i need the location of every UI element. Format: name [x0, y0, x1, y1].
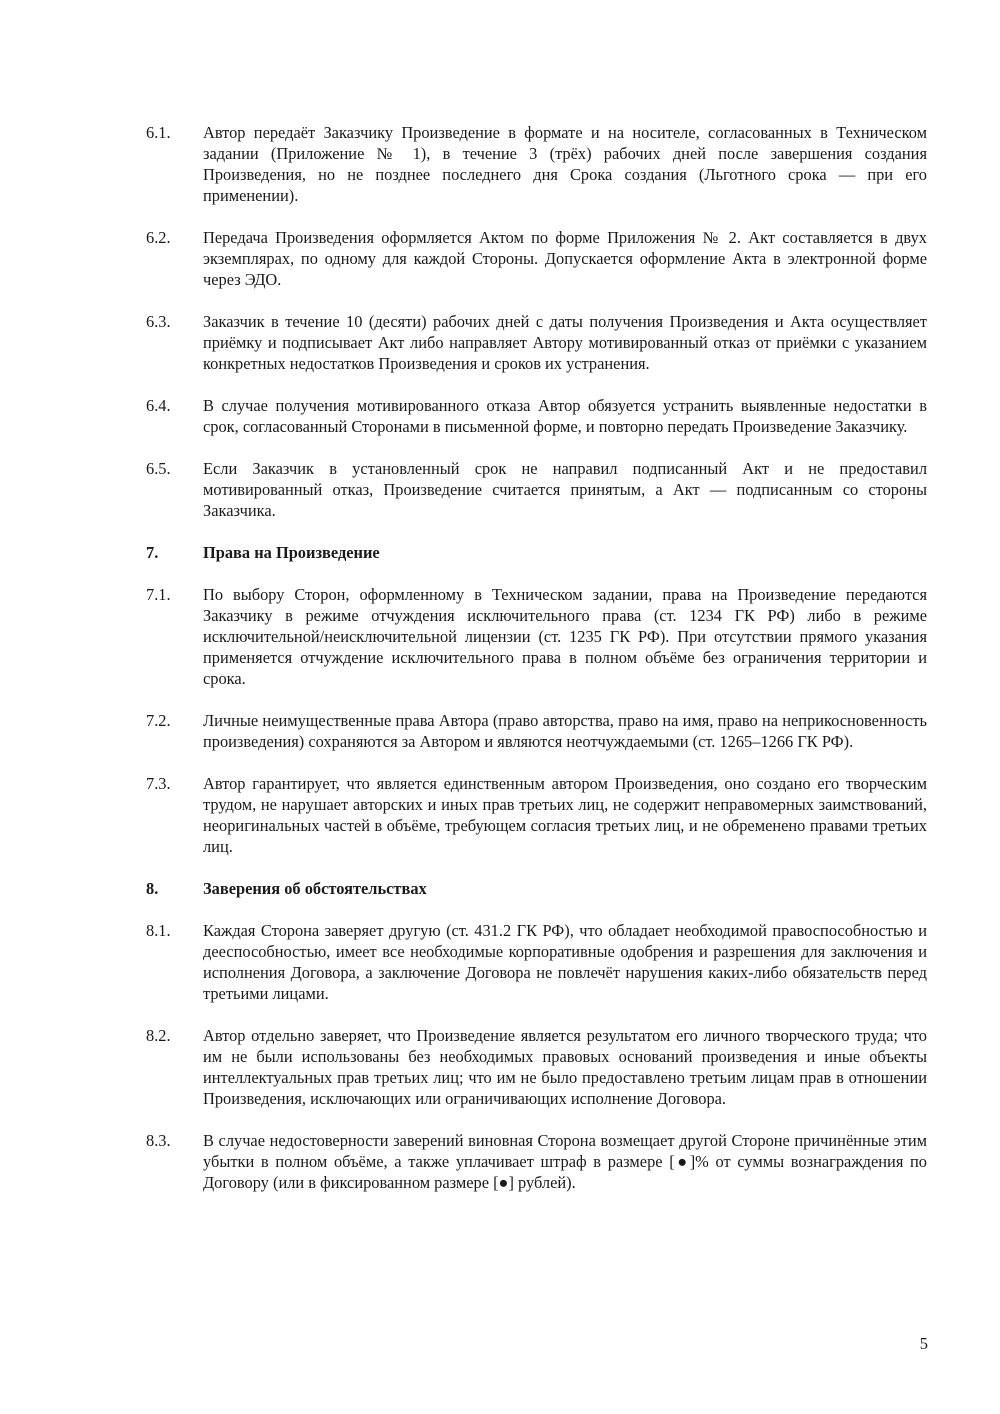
- clause-text: Личные неимущественные права Автора (право авторства, право на имя, право на неприкосновенность произведения) сохраняются за Автором и являются неотчуждаемыми (ст. 1265–1266 ГК РФ).: [203, 711, 927, 751]
- clause-number: 7.1.: [146, 585, 171, 604]
- clause-number: 7.2.: [146, 711, 171, 730]
- clause-7-2: [146, 710, 927, 752]
- section-title: Заверения об обстоятельствах: [203, 879, 427, 898]
- clause-number: 8.3.: [146, 1131, 171, 1150]
- clause-text: В случае недостоверности заверений виновная Сторона возмещает другой Стороне причинённые этим убытки в полном объёме, а также уплачивает штраф в размере [●]% от суммы вознаграждения по Договору (или в фиксированном размере [●] рублей).: [203, 1131, 927, 1192]
- section-number: 8.: [146, 879, 159, 898]
- section-title: Права на Произведение: [203, 543, 380, 562]
- clause-number: 7.3.: [146, 774, 171, 793]
- clause-number: 6.2.: [146, 228, 171, 247]
- clause-text: В случае получения мотивированного отказа Автор обязуется устранить выявленные недостатки в срок, согласованный Сторонами в письменной форме, и повторно передать Произведение Заказчику.: [203, 396, 927, 436]
- clause-8-2: [146, 1025, 927, 1109]
- clause-text: Автор гарантирует, что является единственным автором Произведения, оно создано его творческим трудом, не нарушает авторских и иных прав третьих лиц, не содержит неправомерных заимствований, неоригинальных частей в объёме, требующем согласия третьих лиц, и не обременено правами третьих лиц.: [203, 774, 927, 856]
- clause-7-3: [146, 773, 927, 857]
- clause-6-1: [146, 122, 927, 206]
- clause-number: 8.1.: [146, 921, 171, 940]
- clause-8-1: [146, 920, 927, 1004]
- clause-number: 8.2.: [146, 1026, 171, 1045]
- section-number: 7.: [146, 543, 159, 562]
- section-8-heading: [146, 878, 927, 899]
- clause-6-3: [146, 311, 927, 374]
- clause-text: Автор передаёт Заказчику Произведение в формате и на носителе, согласованных в Техническом задании (Приложение № 1), в течение 3 (трёх) рабочих дней после завершения создания Произведения, но не позднее последнего дня Срока создания (Льготного срока — при его применении).: [203, 123, 927, 205]
- clause-6-2: [146, 227, 927, 290]
- section-7-heading: [146, 542, 927, 563]
- clause-number: 6.4.: [146, 396, 171, 415]
- clause-7-1: [146, 584, 927, 689]
- clause-number: 6.1.: [146, 123, 171, 142]
- clause-number: 6.3.: [146, 312, 171, 331]
- clause-text: Заказчик в течение 10 (десяти) рабочих дней с даты получения Произведения и Акта осуществляет приёмку и подписывает Акт либо направляет Автору мотивированный отказ от приёмки с указанием конкретных недостатков Произведения и сроков их устранения.: [203, 312, 927, 373]
- clause-8-3: [146, 1130, 927, 1193]
- clause-text: Каждая Сторона заверяет другую (ст. 431.2 ГК РФ), что обладает необходимой правоспособностью и дееспособностью, имеет все необходимые корпоративные одобрения и разрешения для заключения и исполнения Договора, а заключение Договора не повлечёт нарушения каких-либо обязательств перед третьими лицами.: [203, 921, 927, 1003]
- page-content: [146, 122, 927, 1214]
- clause-text: Передача Произведения оформляется Актом по форме Приложения № 2. Акт составляется в двух экземплярах, по одному для каждой Стороны. Допускается оформление Акта в электронной форме через ЭДО.: [203, 228, 927, 289]
- clause-text: Автор отдельно заверяет, что Произведение является результатом его личного творческого труда; что им не были использованы без необходимых правовых оснований произведения и иные объекты интеллектуальных прав третьих лиц; что им не было предоставлено третьим лицам прав в отношении Произведения, исключающих или ограничивающих исполнение Договора.: [203, 1026, 927, 1108]
- clause-number: 6.5.: [146, 459, 171, 478]
- page-number: 5: [919, 1334, 928, 1353]
- clause-6-5: [146, 458, 927, 521]
- clause-6-4: [146, 395, 927, 437]
- clause-text: Если Заказчик в установленный срок не направил подписанный Акт и не предоставил мотивированный отказ, Произведение считается принятым, а Акт — подписанным со стороны Заказчика.: [203, 459, 927, 520]
- clause-text: По выбору Сторон, оформленному в Техническом задании, права на Произведение передаются Заказчику в режиме отчуждения исключительного права (ст. 1234 ГК РФ) либо в режиме исключительной/неисключительной лицензии (ст. 1235 ГК РФ). При отсутствии прямого указания применяется отчуждение исключительного права в полном объёме без ограничения территории и срока.: [203, 585, 927, 688]
